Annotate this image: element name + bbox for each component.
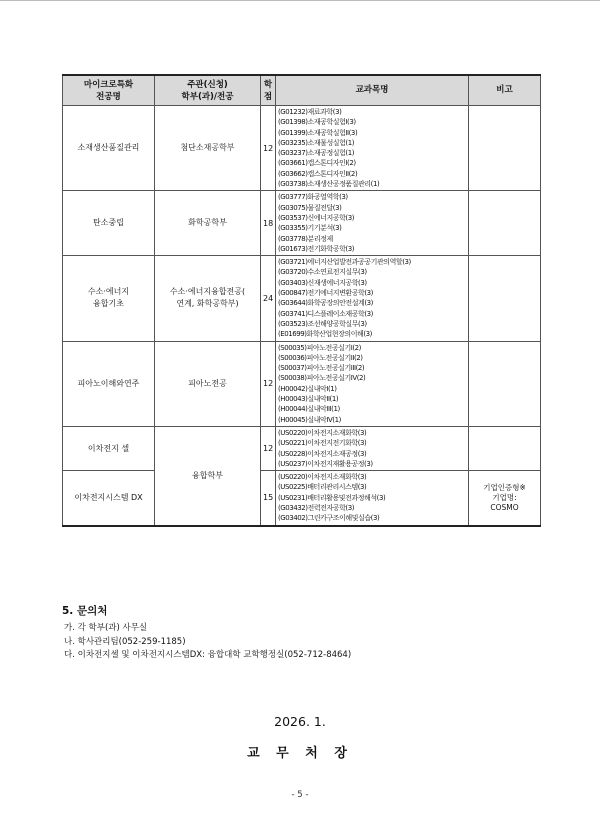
remarks-cell [469,256,541,341]
remarks-cell [469,341,541,426]
course-item: (G03741)디스플레이소재공학(3) [278,309,373,318]
table-row [63,341,541,426]
dept-cell: 화학공학부 [155,191,261,256]
dept-cell: 융합학부 [155,426,261,525]
course-item: (G03537)신에너지공학(3) [278,213,354,222]
program-name-cell: 수소·에너지 융합기초 [63,256,155,341]
course-item: (US0225)배터리관리시스템(3) [278,483,367,492]
course-item: (H00044)실내악III(1) [278,405,340,414]
course-item: (US0237)이차전지재활용공정(3) [278,459,373,468]
table-row [63,256,541,341]
remarks-cell [469,426,541,470]
credits-cell: 12 [261,426,276,470]
header-credits: 학 점 [261,75,276,106]
course-item: (US0228)이차전지소재공정(3) [278,449,367,458]
program-table-section [62,74,540,527]
course-item: (G03523)조선해양공학실무(3) [278,319,367,328]
credits-cell: 24 [261,256,276,341]
dept-cell: 수소·에너지융합전공( 연계, 화학공학부) [155,256,261,341]
course-item: (G01232)재료과학(3) [278,108,342,116]
contact-line: 다. 이차전지셀 및 이차전지시스템DX: 융합대학 교학행정실(052-712-8464) [64,650,352,660]
credits-cell: 18 [261,191,276,256]
course-item: (G03720)수소연료전지실무(3) [278,268,367,277]
course-item: (G00847)전기에너지변환공학(3) [278,289,373,298]
course-item: (H00043)실내악II(1) [278,395,339,404]
table-row [63,191,541,256]
course-item: (G03661)캡스톤디자인I(2) [278,159,356,168]
course-item: (G01399)소재공학실험II(3) [278,128,358,137]
header-courses: 교과목명 [276,75,469,106]
course-item: (G03644)화학공장의안전설계(3) [278,299,373,308]
course-item: (G03778)분리정제 [278,234,333,243]
course-item: (G03738)소재생산공정품질관리(1) [278,180,380,189]
table-row [63,426,541,470]
table-row [63,106,541,191]
contact-line: 나. 학사관리팀(052-259-1185) [64,636,186,647]
course-item: (US0220)이차전지소재화학(3) [278,473,367,482]
course-item: (G03721)에너지산업발전과공공기관의역할(3) [278,258,411,267]
program-name-cell: 소재생산품질관리 [63,106,155,191]
course-list-cell [276,106,469,191]
table-header-row [63,75,541,106]
credits-cell: 12 [261,341,276,426]
course-list-cell [276,191,469,256]
table-row [63,471,541,526]
credits-cell: 12 [261,106,276,191]
course-list-cell [276,471,469,526]
program-name-cell: 이차전지 셀 [63,426,155,470]
course-item: (US0231)배터리활용및전과정해석(3) [278,493,386,502]
dept-cell: 첨단소재공학부 [155,106,261,191]
course-list-cell [276,426,469,470]
course-item: (G03662)캡스톤디자인II(2) [278,169,358,178]
micro-major-table [62,74,541,527]
course-item: (E01699)화학산업현장의이해(3) [278,330,372,339]
page-top-border [0,0,600,1]
course-item: (G03237)소재공정실험(1) [278,149,354,158]
header-program: 마이크로특화 전공명 [63,75,155,106]
course-item: (US0220)이차전지소재화학(3) [278,428,367,437]
program-name-cell: 피아노이해와연주 [63,341,155,426]
program-name-cell: 탄소중립 [63,191,155,256]
course-item: (S00035)피아노전공실기I(2) [278,343,361,352]
course-item: (G03402)그린카구조이해및실습(3) [278,514,380,523]
contact-line: 가. 각 학부(과) 사무실 [64,623,148,633]
course-item: (H00042)실내악I(1) [278,384,337,393]
course-item: (G03777)화공열역학(3) [278,193,348,202]
course-item: (G03355)기기분석(3) [278,224,342,233]
course-item: (S00036)피아노전공실기II(2) [278,353,363,362]
course-item: (H00045)실내악IV(1) [278,415,341,424]
program-name-cell: 이차전지시스템 DX [63,471,155,526]
issuer-title: 교 무 처 장 [247,746,353,761]
course-item: (S00037)피아노전공실기III(2) [278,364,365,373]
remarks-cell [469,191,541,256]
course-item: (G01673)전기화학공학(3) [278,244,354,253]
course-item: (G03432)전력전자공학(3) [278,503,354,512]
header-remarks: 비고 [469,75,541,106]
document-date: 2026. 1. [274,714,326,729]
dept-cell: 피아노전공 [155,341,261,426]
course-item: (G03075)물질전달(3) [278,203,342,212]
contact-heading: 5. 문의처 [62,605,108,617]
course-list-cell [276,256,469,341]
credits-cell: 15 [261,471,276,526]
course-item: (S00038)피아노전공실기IV(2) [278,374,366,383]
page-number: - 5 - [291,790,309,800]
header-dept: 주관(신청) 학부(과)/전공 [155,75,261,106]
course-list-cell [276,341,469,426]
remarks-cell: 기업인증형※ 기업명: COSMO [469,471,541,526]
contact-section [62,603,542,663]
course-item: (US0221)이차전지전기화학(3) [278,439,367,448]
remarks-cell [469,106,541,191]
course-item: (G03235)소재물성실험(1) [278,138,354,147]
course-item: (G01398)소재공학실험I(3) [278,118,356,127]
course-item: (G03403)신재생에너지공학(3) [278,278,367,287]
